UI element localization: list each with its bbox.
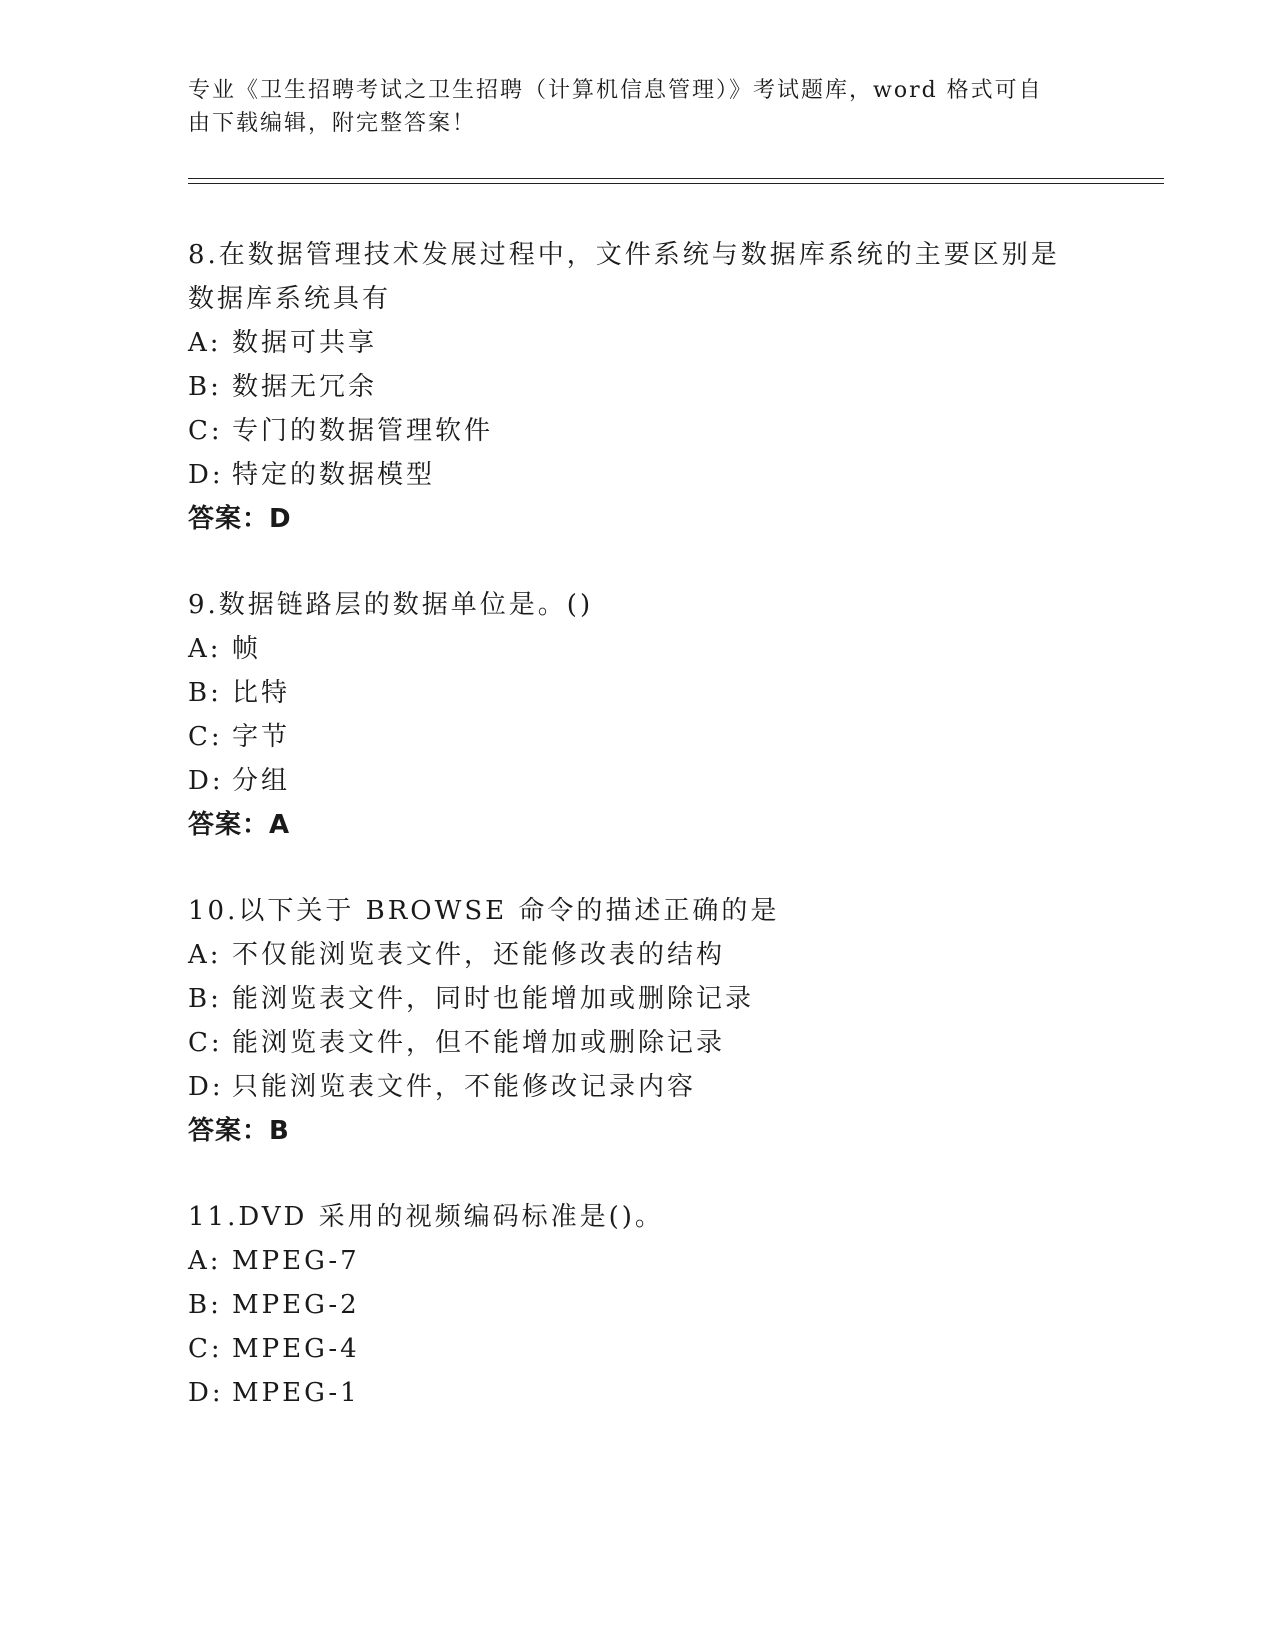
question-9-stem: 9.数据链路层的数据单位是。()	[188, 590, 594, 620]
option-key: D:	[188, 1072, 224, 1102]
question-11-option-a	[188, 1244, 360, 1278]
option-text: 分组	[232, 766, 291, 796]
option-text: 只能浏览表文件，不能修改记录内容	[232, 1072, 697, 1102]
option-text: 能浏览表文件，但不能增加或删除记录	[232, 1028, 726, 1058]
question-10-option-c	[188, 1026, 725, 1060]
option-key: B:	[188, 372, 222, 402]
option-key: B:	[188, 984, 222, 1014]
option-key: B:	[188, 1290, 222, 1320]
option-key: C:	[188, 416, 223, 446]
question-8-option-d	[188, 458, 435, 492]
question-8-option-b	[188, 370, 377, 404]
option-key: B:	[188, 678, 222, 708]
option-text: 能浏览表文件，同时也能增加或删除记录	[232, 984, 755, 1014]
question-8-stem-line-1: 8.在数据管理技术发展过程中，文件系统与数据库系统的主要区别是	[188, 240, 1060, 270]
option-key: D:	[188, 766, 224, 796]
option-key: C:	[188, 1334, 223, 1364]
question-10-answer: 答案：B	[188, 1116, 290, 1146]
option-key: A:	[188, 634, 222, 664]
header-divider-bottom	[188, 183, 1164, 184]
question-11-option-c	[188, 1332, 360, 1366]
question-9-option-d	[188, 764, 290, 798]
question-8-answer: 答案：D	[188, 504, 292, 534]
question-11-option-d	[188, 1376, 360, 1410]
option-text: 特定的数据模型	[232, 460, 436, 490]
header-line-1: 专业《卫生招聘考试之卫生招聘（计算机信息管理）》考试题库，word 格式可自	[188, 78, 1043, 103]
option-key: A:	[188, 328, 222, 358]
option-text: MPEG-2	[232, 1290, 360, 1320]
option-key: C:	[188, 1028, 223, 1058]
question-8-option-c	[188, 414, 493, 448]
option-text: 帧	[232, 634, 262, 664]
option-text: 专门的数据管理软件	[232, 416, 494, 446]
header-line-2: 由下载编辑，附完整答案！	[188, 111, 477, 136]
option-key: A:	[188, 1246, 222, 1276]
question-9-option-c	[188, 720, 290, 754]
option-text: 不仅能浏览表文件，还能修改表的结构	[232, 940, 726, 970]
option-text: MPEG-1	[232, 1378, 360, 1408]
document-header	[188, 74, 1078, 140]
option-text: 字节	[232, 722, 291, 752]
option-key: D:	[188, 460, 224, 490]
header-divider-top	[188, 178, 1164, 179]
question-10-stem: 10.以下关于 BROWSE 命令的描述正确的是	[188, 896, 780, 926]
option-text: MPEG-7	[232, 1246, 360, 1276]
question-9-answer: 答案：A	[188, 810, 291, 840]
question-10-option-d	[188, 1070, 696, 1104]
question-8-stem-line-2: 数据库系统具有	[188, 284, 392, 314]
option-text: MPEG-4	[232, 1334, 360, 1364]
option-text: 数据可共享	[232, 328, 378, 358]
question-10-option-a	[188, 938, 725, 972]
question-11-option-b	[188, 1288, 360, 1322]
option-key: A:	[188, 940, 222, 970]
option-text: 数据无冗余	[232, 372, 378, 402]
question-9-option-a	[188, 632, 261, 666]
question-10-option-b	[188, 982, 754, 1016]
option-key: C:	[188, 722, 223, 752]
option-text: 比特	[232, 678, 291, 708]
question-9-option-b	[188, 676, 290, 710]
question-11-stem: 11.DVD 采用的视频编码标准是()。	[188, 1202, 664, 1232]
question-8-option-a	[188, 326, 377, 360]
option-key: D:	[188, 1378, 224, 1408]
